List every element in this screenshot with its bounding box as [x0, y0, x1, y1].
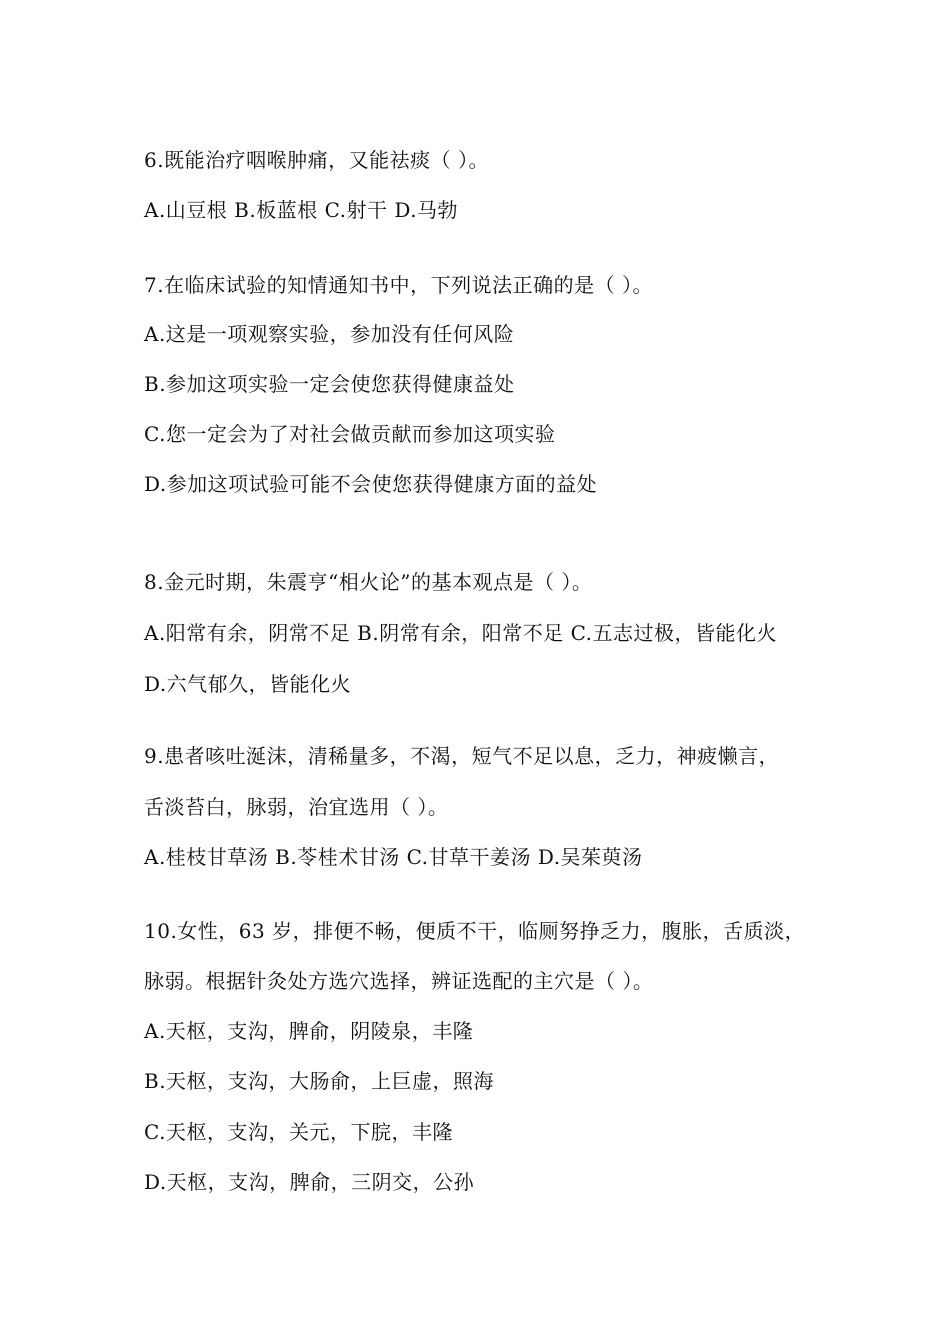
question-6-options: A.山豆根 B.板蓝根 C.射干 D.马勃	[144, 198, 459, 222]
question-10-option-c: C.天枢，支沟，关元，下脘，丰隆	[144, 1120, 453, 1144]
question-6-stem: 6.既能治疗咽喉肿痛，又能祛痰（ ）。	[144, 148, 489, 172]
question-7-option-a: A.这是一项观察实验，参加没有任何风险	[144, 322, 515, 346]
question-10-stem-line-2: 脉弱。根据针灸处方选穴选择，辨证选配的主穴是（ ）。	[144, 969, 654, 993]
question-9-options: A.桂枝甘草汤 B.苓桂术甘汤 C.甘草干姜汤 D.吴茱萸汤	[144, 845, 643, 869]
question-10-option-a: A.天枢，支沟，脾俞，阴陵泉，丰隆	[144, 1019, 474, 1043]
question-9-stem-line-2: 舌淡苔白，脉弱，治宜选用（ ）。	[144, 795, 449, 819]
question-10-stem-line-1: 10.女性，63 岁，排便不畅，便质不干，临厕努挣乏力，腹胀，舌质淡，	[144, 919, 806, 943]
question-8-stem: 8.金元时期，朱震亨“相火论”的基本观点是（ ）。	[144, 570, 593, 594]
question-7-option-d: D.参加这项试验可能不会使您获得健康方面的益处	[144, 472, 598, 496]
question-7-option-b: B.参加这项实验一定会使您获得健康益处	[144, 372, 515, 396]
question-7-stem: 7.在临床试验的知情通知书中，下列说法正确的是（ ）。	[144, 273, 653, 297]
question-7-option-c: C.您一定会为了对社会做贡献而参加这项实验	[144, 422, 556, 446]
question-10-option-d: D.天枢，支沟，脾俞，三阴交，公孙	[144, 1170, 475, 1194]
question-10-option-b: B.天枢，支沟，大肠俞，上巨虚，照海	[144, 1069, 495, 1093]
question-9-stem-line-1: 9.患者咳吐涎沫，清稀量多，不渴，短气不足以息，乏力，神疲懒言，	[144, 744, 780, 768]
question-8-options-line-1: A.阳常有余，阴常不足 B.阴常有余，阳常不足 C.五志过极，皆能化火	[144, 621, 778, 645]
question-8-options-line-2: D.六气郁久，皆能化火	[144, 672, 352, 696]
